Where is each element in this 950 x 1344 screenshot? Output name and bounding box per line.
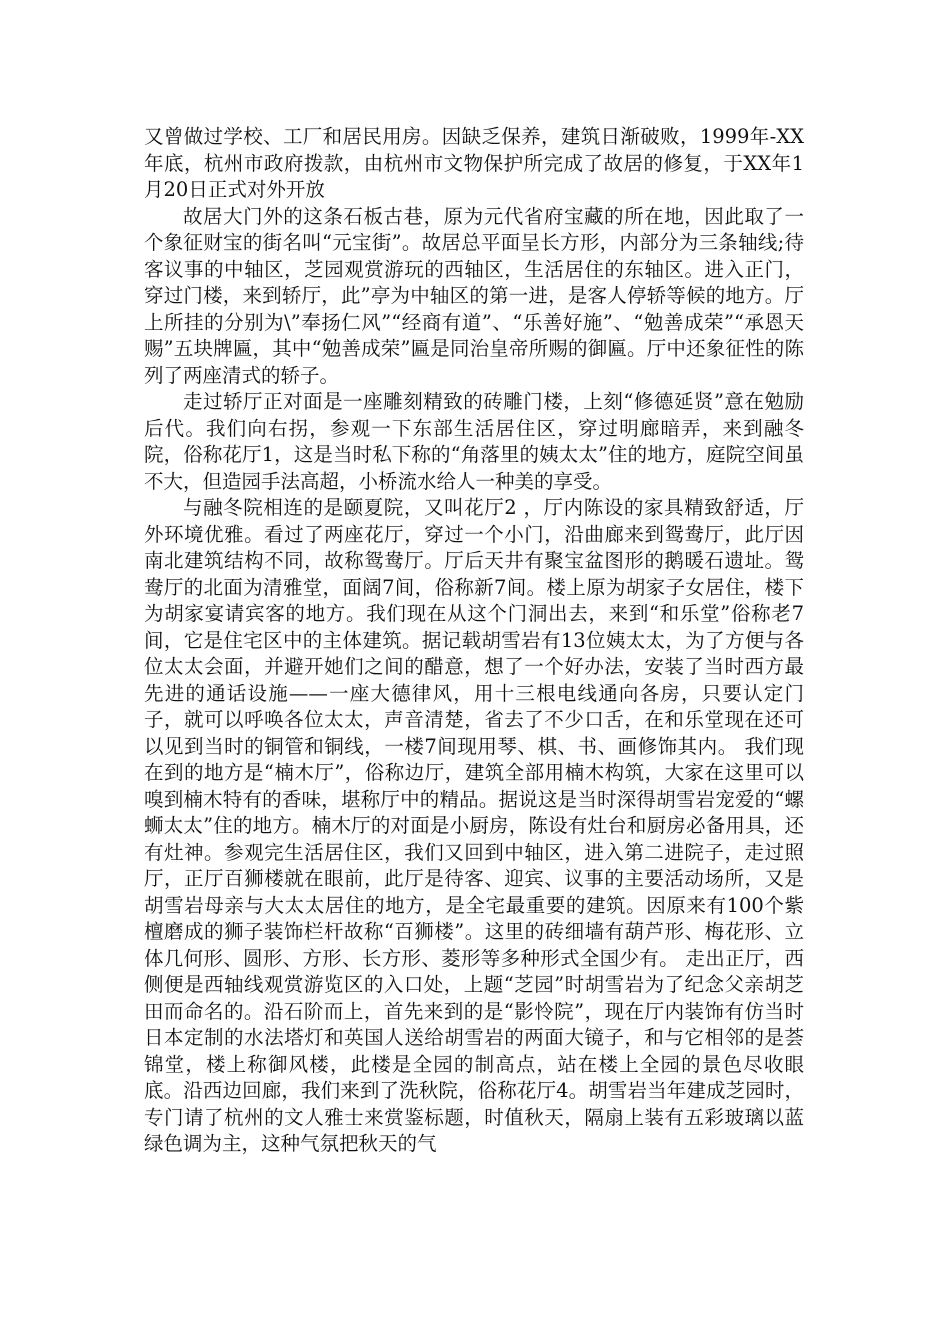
paragraph-1: 又曾做过学校、工厂和居民用房。因缺乏保养，建筑日渐破败，1999年-XX年底，杭州市政府拨款，由杭州市文物保护所完成了故居的修复，于XX年1月20日正式对外开放	[144, 125, 804, 201]
paragraph-2: 故居大门外的这条石板古巷，原为元代省府宝藏的所在地，因此取了一个象征财宝的街名叫“元宝街”。故居总平面呈长方形，内部分为三条轴线;待客议事的中轴区，芝园观赏游玩的西轴区，生活居住的东轴区。进入正门，穿过门楼，来到轿厅，此”亭为中轴区的第一进，是客人停轿等候的地方。厅上所挂的分别为\”奉扬仁风”“经商有道”、“乐善好施”、“勉善成荣”“承恩天赐”五块牌匾，其中“勉善成荣”匾是同治皇帝所赐的御匾。厅中还象征性的陈列了两座清式的轿子。	[144, 204, 804, 387]
paragraph-4: 与融冬院相连的是颐夏院，又叫花厅2 ，厅内陈设的家具精致舒适，厅外环境优雅。看过了两座花厅，穿过一个小门，沿曲廊来到鸳鸯厅，此厅因南北建筑结构不同，故称鸳鸯厅。厅后天井有聚宝盆图形的鹅暖石遗址。鸳鸯厅的北面为清雅堂，面阔7间，俗称新7间。楼上原为胡家子女居住，楼下为胡家宴请宾客的地方。我们现在从这个门洞出去，来到“和乐堂”俗称老7间，它是住宅区中的主体建筑。据记载胡雪岩有13位姨太太，为了方便与各位太太会面，并避开她们之间的醋意，想了一个好办法，安装了当时西方最先进的通话设施——一座大德律风，用十三根电线通向各房，只要认定门子，就可以呼唤各位太太，声音清楚，省去了不少口舌，在和乐堂现在还可以见到当时的铜管和铜线，一楼7间现用琴、棋、书、画修饰其内。 我们现在到的地方是“楠木厅”，俗称边厅，建筑全部用楠木构筑，大家在这里可以嗅到楠木特有的香味，堪称厅中的精品。据说这是当时深得胡雪岩宠爱的“螺蛳太太”住的地方。楠木厅的对面是小厨房，陈设有灶台和厨房必备用具，还有灶神。参观完生活居住区，我们又回到中轴区，进入第二进院子，走过照厅，正厅百狮楼就在眼前，此厅是待客、迎宾、议事的主要活动场所，又是胡雪岩母亲与大太太居住的地方，是全宅最重要的建筑。因原来有100个紫檀磨成的狮子装饰栏杆故称“百狮楼”。这里的砖细墙有葫芦形、梅花形、立体几何形、圆形、方形、长方形、菱形等多种形式全国少有。 走出正厅，西侧便是西轴线观赏游览区的入口处，上题“芝园”时胡雪岩为了纪念父亲胡芝田而命名的。沿石阶而上，首先来到的是“影怜院”，现在厅内装饰有仿当时日本定制的水法塔灯和英国人送给胡雪岩的两面大镜子，和与它相邻的是荟锦堂，楼上称御风楼，此楼是全园的制高点，站在楼上全园的景色尽收眼底。沿西边回廊，我们来到了洗秋院，俗称花厅4。胡雪岩当年建成芝园时，专门请了杭州的文人雅士来赏鉴标题，时值秋天，隔扇上装有五彩玻璃以蓝绿色调为主，这种气氛把秋天的气	[144, 496, 804, 1155]
document-page	[144, 124, 804, 1158]
paragraph-3: 走过轿厅正对面是一座雕刻精致的砖雕门楼，上刻“修德延贤”意在勉励后代。我们向右拐，参观一下东部生活居住区，穿过明廊暗弄，来到融冬院，俗称花厅1，这是当时私下称的“角落里的姨太太”住的地方，庭院空间虽不大，但造园手法高超，小桥流水给人一种美的享受。	[144, 390, 804, 493]
